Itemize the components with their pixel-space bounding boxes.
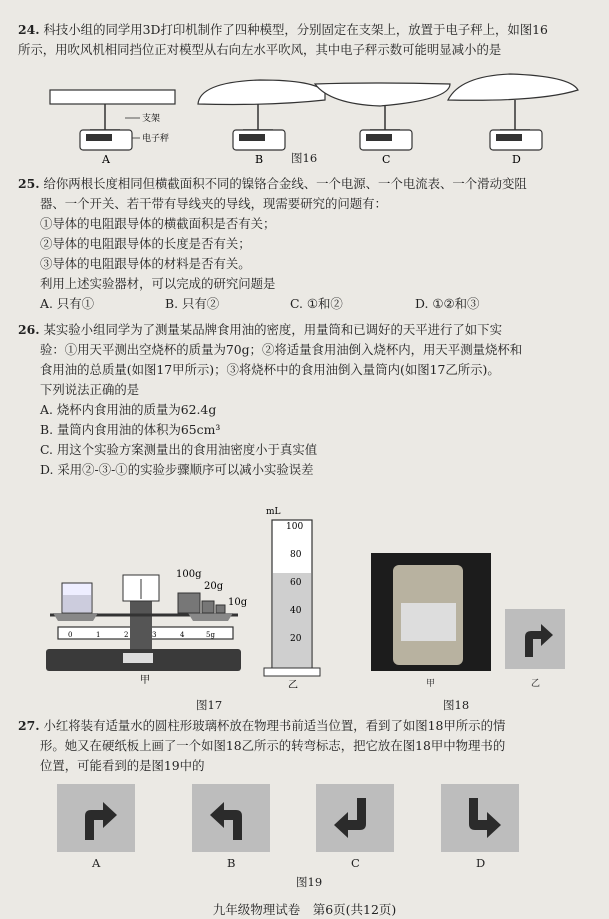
option-b: B. 只有②	[165, 296, 220, 311]
question-text: 下列说法正确的是	[40, 382, 140, 397]
question-number: 24.	[18, 22, 40, 37]
question-number: 25.	[18, 176, 40, 191]
question-text: 验：①用天平测出空烧杯的质量为70g；②将适量食用油倒入烧杯内，用天平测量烧杯和	[40, 342, 523, 357]
question-text: 位置，可能看到的是图19中的	[40, 758, 205, 773]
question-text: 食用油的总质量(如图17甲所示)；③将烧杯中的食用油倒入量筒内(如图17乙所示)。	[40, 362, 500, 377]
page-footer: 九年级物理试卷 第6页(共12页)	[212, 902, 397, 917]
option-c-sign	[316, 784, 394, 852]
svg-text:5g: 5g	[206, 631, 215, 639]
option-d-sign	[441, 784, 519, 852]
bracket-label: 支架	[142, 114, 161, 124]
figure-sub-label: 甲	[140, 675, 150, 685]
question-24	[18, 20, 598, 60]
option-label: D	[476, 856, 486, 870]
graduated-cylinder	[260, 498, 330, 688]
option-label: C	[351, 856, 360, 870]
weight-label: 100g	[176, 569, 202, 580]
question-text: 小红将装有适量水的圆柱形玻璃杯放在物理书前适当位置，看到了如图18甲所示的情	[43, 718, 506, 733]
figure-sub-label: 甲	[426, 679, 436, 689]
model-c-setup	[315, 83, 450, 165]
balance-figure	[38, 555, 253, 685]
option-label: B	[227, 856, 236, 870]
model-a-setup	[50, 90, 175, 165]
list-item: ①导体的电阻跟导体的横截面积是否有关；	[40, 216, 276, 231]
svg-text:60: 60	[290, 578, 302, 588]
svg-text:40: 40	[290, 606, 302, 616]
svg-text:1: 1	[96, 631, 101, 639]
unit-label: mL	[266, 507, 281, 517]
scale-label: 电子秤	[142, 134, 170, 144]
weight-label: 20g	[204, 581, 224, 592]
question-25	[18, 174, 598, 314]
figure-caption: 图16	[291, 151, 318, 165]
question-number: 27.	[18, 718, 40, 733]
option-label: C	[382, 153, 391, 165]
option-a: A. 只有①	[40, 296, 94, 311]
photo-glass-book	[371, 553, 491, 671]
svg-text:0: 0	[68, 631, 73, 639]
option-c: C. ①和②	[290, 296, 343, 311]
question-text: 器、一个开关、若干带有导线夹的导线，现需要研究的问题有：	[40, 196, 387, 211]
figure-caption: 图17	[196, 698, 223, 712]
figure-sub-label: 乙	[531, 679, 541, 689]
option-label: B	[255, 153, 264, 165]
option-label: A	[102, 153, 110, 165]
svg-text:100: 100	[286, 522, 304, 532]
option-d: D. ①②和③	[415, 296, 480, 311]
option-label: A	[92, 856, 101, 870]
figure-sub-label: 乙	[288, 680, 298, 688]
model-d-setup	[448, 74, 578, 165]
question-text: 所示，用吹风机相同挡位正对模型从右向左水平吹风，其中电子秤示数可能明显减小的是	[18, 42, 502, 57]
list-item: ③导体的电阻跟导体的材料是否有关。	[40, 256, 251, 271]
figure-caption: 图18	[443, 698, 470, 712]
svg-text:2: 2	[124, 631, 129, 639]
turn-sign-figure	[505, 609, 565, 669]
question-27	[18, 716, 598, 776]
svg-text:4: 4	[180, 631, 185, 639]
weight-label: 10g	[228, 597, 248, 608]
option-a: A. 烧杯内食用油的质量为62.4g	[40, 402, 217, 417]
question-text: 给你两根长度相同但横截面积不同的镍铬合金线、一个电源、一个电流表、一个滑动变阻	[43, 176, 527, 191]
question-text: 某实验小组同学为了测量某品牌食用油的密度，用量筒和已调好的天平进行了如下实	[43, 322, 502, 337]
figure-caption: 图19	[296, 875, 323, 889]
svg-text:20: 20	[290, 634, 302, 644]
svg-text:80: 80	[290, 550, 302, 560]
option-b-sign	[192, 784, 270, 852]
question-text: 形。她又在硬纸板上画了一个如图18乙所示的转弯标志，把它放在图18甲中物理书的	[40, 738, 506, 753]
question-text: 利用上述实验器材，可以完成的研究问题是	[40, 276, 276, 291]
option-c: C. 用这个实验方案测量出的食用油密度小于真实值	[40, 442, 318, 457]
question-number: 26.	[18, 322, 40, 337]
question-26	[18, 320, 598, 480]
option-label: D	[512, 153, 521, 165]
option-d: D. 采用②-③-①的实验步骤顺序可以减小实验误差	[40, 462, 314, 477]
svg-text:3: 3	[152, 631, 157, 639]
option-a-sign	[57, 784, 135, 852]
list-item: ②导体的电阻跟导体的长度是否有关；	[40, 236, 251, 251]
question-text: 科技小组的同学用3D打印机制作了四种模型，分别固定在支架上，放置于电子秤上，如图16	[43, 22, 548, 37]
option-b: B. 量筒内食用油的体积为65cm³	[40, 422, 221, 437]
